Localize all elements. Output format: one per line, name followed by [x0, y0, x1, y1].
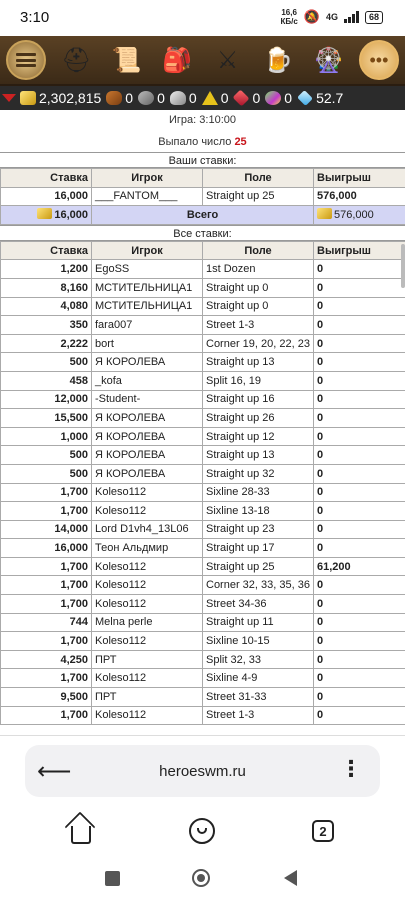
bet-field: Straight up 13: [203, 446, 314, 465]
resource-gems: 0: [265, 90, 292, 106]
bet-amount: 14,000: [1, 520, 92, 539]
player-name[interactable]: Koleso112: [92, 576, 203, 595]
game-nav-bar: [0, 36, 405, 86]
table-row: [1, 427, 405, 446]
net-speed: [280, 8, 297, 26]
more-menu-icon[interactable]: ⋮: [340, 756, 362, 781]
back-arrow-icon[interactable]: ⟵: [37, 758, 72, 785]
table-row: [1, 334, 405, 353]
win-amount: 0: [314, 688, 405, 707]
bet-field: Street 31-33: [203, 688, 314, 707]
assistant-icon[interactable]: [186, 815, 218, 847]
player-name[interactable]: fara007: [92, 316, 203, 335]
table-row: [1, 613, 405, 632]
table-row: [1, 576, 405, 595]
bet-amount: 744: [1, 613, 92, 632]
player-name[interactable]: ___FANTOM___: [92, 187, 203, 206]
home-icon[interactable]: [65, 815, 97, 847]
win-amount: 0: [314, 669, 405, 688]
bet-amount: 500: [1, 353, 92, 372]
menu-icon[interactable]: [6, 40, 46, 80]
win-amount: 0: [314, 390, 405, 409]
bet-field: Straight up 13: [203, 353, 314, 372]
system-home-icon[interactable]: [189, 866, 213, 890]
tavern-mug-icon[interactable]: 🍺: [263, 46, 294, 74]
status-time: 3:10: [20, 9, 50, 26]
win-amount: 0: [314, 576, 405, 595]
network-type: 4G: [325, 12, 338, 22]
table-row: [1, 353, 405, 372]
crossed-swords-icon[interactable]: ⚔: [216, 46, 239, 74]
bet-field: Straight up 16: [203, 390, 314, 409]
win-amount: 0: [314, 316, 405, 335]
bet-amount: 500: [1, 464, 92, 483]
player-name[interactable]: Я КОРОЛЕВА: [92, 409, 203, 428]
chevron-down-icon[interactable]: [2, 94, 16, 102]
bet-field: Corner 32, 33, 35, 36: [203, 576, 314, 595]
col-bet: Ставка: [1, 169, 92, 188]
bet-field: Straight up 11: [203, 613, 314, 632]
win-amount: 0: [314, 260, 405, 279]
total-bet: 16,000: [1, 206, 92, 225]
url-text[interactable]: heroeswm.ru: [159, 762, 246, 780]
bet-amount: 12,000: [1, 390, 92, 409]
resource-sulfur: 0: [202, 90, 229, 106]
table-row: [1, 650, 405, 669]
table-row: [1, 446, 405, 465]
game-title: Игра: 3:10:00: [169, 114, 236, 126]
player-name[interactable]: EgoSS: [92, 260, 203, 279]
table-row: [1, 187, 405, 206]
player-name[interactable]: Я КОРОЛЕВА: [92, 427, 203, 446]
table-row: [1, 706, 405, 725]
player-name[interactable]: Koleso112: [92, 595, 203, 614]
win-amount: 0: [314, 539, 405, 558]
table-row: [1, 557, 405, 576]
bet-field: Street 34-36: [203, 595, 314, 614]
win-amount: 0: [314, 409, 405, 428]
bet-field: Straight up 0: [203, 297, 314, 316]
bet-amount: 4,080: [1, 297, 92, 316]
bet-field: Straight up 25: [203, 557, 314, 576]
player-name[interactable]: Koleso112: [92, 557, 203, 576]
bet-amount: 1,700: [1, 502, 92, 521]
recent-apps-icon[interactable]: [100, 866, 124, 890]
wood-icon: [106, 91, 122, 105]
bet-field: Sixline 28-33: [203, 483, 314, 502]
my-bets-header: [1, 169, 405, 188]
all-bets-header: [1, 241, 405, 260]
battery-icon: 68: [365, 11, 383, 24]
bet-amount: 1,700: [1, 483, 92, 502]
resource-ore: 0: [138, 90, 165, 106]
total-label: Всего: [92, 206, 314, 225]
status-icons: [280, 8, 383, 26]
win-amount: 0: [314, 613, 405, 632]
all-bets-body: [1, 260, 405, 725]
win-amount: 0: [314, 334, 405, 353]
bet-field: Sixline 4-9: [203, 669, 314, 688]
system-back-icon[interactable]: [278, 866, 302, 890]
bet-field: Straight up 25: [203, 187, 314, 206]
col-player: Игрок: [92, 241, 203, 260]
browser-nav: [0, 811, 405, 851]
table-row: [1, 520, 405, 539]
win-amount: 0: [314, 297, 405, 316]
tab-count: 2: [312, 820, 334, 842]
bet-field: Straight up 17: [203, 539, 314, 558]
total-row: [1, 206, 405, 225]
bet-amount: 500: [1, 446, 92, 465]
table-row: [1, 409, 405, 428]
all-bets-title: Все ставки:: [0, 225, 405, 241]
my-bets-title: Ваши ставки:: [0, 152, 405, 168]
table-row: [1, 688, 405, 707]
win-amount: 0: [314, 427, 405, 446]
bet-field: Straight up 12: [203, 427, 314, 446]
bet-field: Street 1-3: [203, 316, 314, 335]
bet-amount: 15,500: [1, 409, 92, 428]
ore-icon: [138, 91, 154, 105]
roulette-icon[interactable]: 🎡: [313, 46, 344, 74]
col-win: Выигрыш: [314, 169, 405, 188]
address-bar[interactable]: [25, 745, 380, 797]
col-bet: Ставка: [1, 241, 92, 260]
table-row: [1, 483, 405, 502]
game-info: [0, 110, 405, 152]
bet-field: Split 32, 33: [203, 650, 314, 669]
player-name[interactable]: МСТИТЕЛЬНИЦА1: [92, 278, 203, 297]
bet-amount: 1,200: [1, 260, 92, 279]
col-field: Поле: [203, 169, 314, 188]
bet-amount: 2,222: [1, 334, 92, 353]
player-name[interactable]: bort: [92, 334, 203, 353]
win-amount: 0: [314, 502, 405, 521]
bet-amount: 1,700: [1, 576, 92, 595]
player-name[interactable]: _kofa: [92, 371, 203, 390]
win-amount: 0: [314, 446, 405, 465]
game-result: [0, 130, 405, 152]
win-amount: 0: [314, 483, 405, 502]
bet-amount: 8,160: [1, 278, 92, 297]
gold-icon: [20, 91, 36, 105]
resource-crystals: 0: [233, 90, 260, 106]
win-amount: 61,200: [314, 557, 405, 576]
table-row: [1, 278, 405, 297]
table-row: [1, 316, 405, 335]
bet-amount: 1,700: [1, 632, 92, 651]
win-amount: 0: [314, 353, 405, 372]
bet-field: Straight up 32: [203, 464, 314, 483]
win-amount: 0: [314, 520, 405, 539]
total-win: 576,000: [314, 206, 405, 225]
player-name[interactable]: Koleso112: [92, 483, 203, 502]
page-scrollbar[interactable]: [401, 244, 405, 288]
player-name[interactable]: Я КОРОЛЕВА: [92, 446, 203, 465]
bet-amount: 350: [1, 316, 92, 335]
col-field: Поле: [203, 241, 314, 260]
player-name[interactable]: Melna perle: [92, 613, 203, 632]
bet-field: Sixline 10-15: [203, 632, 314, 651]
gems-icon: [265, 91, 281, 105]
win-amount: 0: [314, 464, 405, 483]
bet-amount: 1,700: [1, 595, 92, 614]
table-row: [1, 669, 405, 688]
table-row: [1, 260, 405, 279]
player-name[interactable]: Koleso112: [92, 706, 203, 725]
table-row: [1, 539, 405, 558]
resource-wood: 0: [106, 90, 133, 106]
mute-bell-icon: 🔕: [303, 9, 320, 24]
bet-field: Split 16, 19: [203, 371, 314, 390]
browser-bottom-bar: [0, 735, 405, 900]
bet-amount: 458: [1, 371, 92, 390]
bet-field: Straight up 26: [203, 409, 314, 428]
player-name[interactable]: ПРТ: [92, 650, 203, 669]
player-name[interactable]: ПРТ: [92, 688, 203, 707]
bet-field: Straight up 23: [203, 520, 314, 539]
resource-gold: 2,302,815: [20, 90, 101, 106]
resource-diamonds: 52.7: [297, 90, 343, 106]
win-amount: 0: [314, 706, 405, 725]
bet-field: 1st Dozen: [203, 260, 314, 279]
tabs-button[interactable]: [307, 815, 339, 847]
player-name[interactable]: МСТИТЕЛЬНИЦА1: [92, 297, 203, 316]
win-amount: 0: [314, 371, 405, 390]
bet-amount: 16,000: [1, 539, 92, 558]
table-row: [1, 371, 405, 390]
signal-icon: [344, 11, 359, 23]
table-row: [1, 595, 405, 614]
player-name[interactable]: Lord D1vh4_13L06: [92, 520, 203, 539]
result-prefix: Выпало число: [158, 136, 232, 148]
diamond-icon: [297, 90, 313, 106]
gold-icon: [317, 208, 332, 219]
resource-mercury: 0: [170, 90, 197, 106]
bet-amount: 1,000: [1, 427, 92, 446]
bet-field: Sixline 13-18: [203, 502, 314, 521]
knight-helmet-icon[interactable]: ⛑: [61, 46, 92, 74]
bet-amount: 4,250: [1, 650, 92, 669]
net-speed-value: 16,6: [281, 8, 297, 17]
player-name[interactable]: Теон Альдмир: [92, 539, 203, 558]
player-name[interactable]: Koleso112: [92, 502, 203, 521]
mercury-icon: [170, 91, 186, 105]
player-name[interactable]: -Student-: [92, 390, 203, 409]
win-amount: 0: [314, 595, 405, 614]
bet-amount: 16,000: [1, 187, 92, 206]
bag-icon[interactable]: 🎒: [162, 46, 193, 74]
bet-field: Street 1-3: [203, 706, 314, 725]
player-name[interactable]: Я КОРОЛЕВА: [92, 464, 203, 483]
roulette-results: [0, 110, 405, 735]
resource-bar: [0, 86, 405, 110]
status-bar: [0, 0, 405, 36]
chat-bubble-icon[interactable]: •••: [359, 40, 399, 80]
gold-icon: [37, 208, 52, 219]
col-win: Выигрыш: [314, 241, 405, 260]
win-amount: 0: [314, 650, 405, 669]
table-row: [1, 297, 405, 316]
table-row: [1, 390, 405, 409]
table-row: [1, 464, 405, 483]
bet-amount: 1,700: [1, 706, 92, 725]
win-amount: 0: [314, 278, 405, 297]
win-amount: 576,000: [314, 187, 405, 206]
win-amount: 0: [314, 632, 405, 651]
result-number: 25: [234, 136, 247, 148]
all-bets-table: [0, 241, 405, 725]
col-player: Игрок: [92, 169, 203, 188]
player-name[interactable]: Koleso112: [92, 632, 203, 651]
bet-field: Straight up 0: [203, 278, 314, 297]
sulfur-icon: [202, 91, 218, 105]
bet-field: Corner 19, 20, 22, 23: [203, 334, 314, 353]
player-name[interactable]: Koleso112: [92, 669, 203, 688]
bet-amount: 1,700: [1, 557, 92, 576]
system-nav-bar: [0, 864, 405, 894]
player-name[interactable]: Я КОРОЛЕВА: [92, 353, 203, 372]
bet-amount: 9,500: [1, 688, 92, 707]
bet-amount: 1,700: [1, 669, 92, 688]
net-speed-unit: КБ/с: [280, 17, 298, 26]
my-bets-table: [0, 168, 405, 225]
table-row: [1, 632, 405, 651]
crystal-icon: [233, 90, 250, 107]
map-scroll-icon[interactable]: 📜: [111, 46, 142, 74]
table-row: [1, 502, 405, 521]
